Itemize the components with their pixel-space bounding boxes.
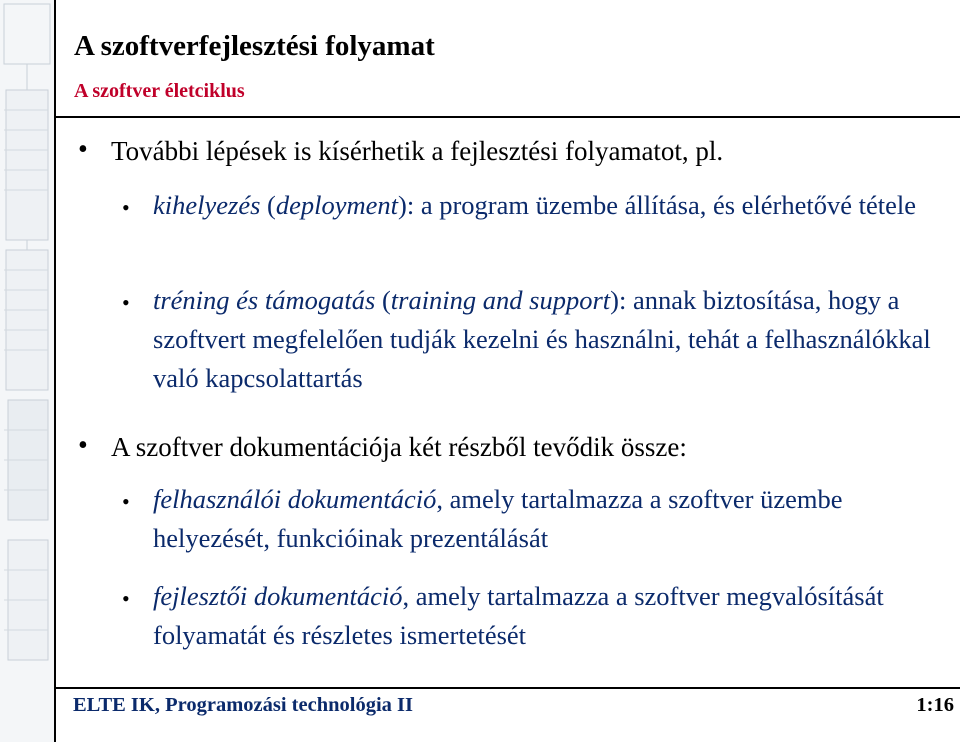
term-italic: tréning és támogatás xyxy=(153,285,376,315)
slide-title: A szoftverfejlesztési folyamat xyxy=(74,30,435,62)
sub-bullet-icon: • xyxy=(122,489,130,514)
page-number: 1:16 xyxy=(916,694,954,716)
text-span: ( xyxy=(375,285,391,315)
faded-diagram-decoration xyxy=(0,0,54,742)
sub-bullet-icon: • xyxy=(122,290,130,315)
sub-bullet-text xyxy=(153,480,943,558)
header-divider xyxy=(56,116,960,118)
text-span: , amely tartalmazza a szoftver megvalósítását folyamatát és részletes ismertetését xyxy=(153,581,884,650)
text-span: ): a program üzembe állítása, és elérhetővé tétele xyxy=(398,190,916,220)
bullet-text: A szoftver dokumentációja két részből tevődik össze: xyxy=(111,432,687,462)
footer-divider xyxy=(56,687,960,689)
term-italic: fejlesztői dokumentáció xyxy=(153,581,403,611)
text-span: ): annak biztosítása, hogy a szoftvert megfelelően tudják kezelni és használni, tehát a felhasználókkal való kapcsolattartás xyxy=(153,285,931,393)
sidebar-divider xyxy=(54,0,56,742)
slide-subtitle: A szoftver életciklus xyxy=(74,80,245,102)
term-italic: deployment xyxy=(275,190,399,220)
bullet-icon: • xyxy=(78,134,88,165)
bullet-text: További lépések is kísérhetik a fejlesztési folyamatot, pl. xyxy=(111,136,724,166)
sub-bullet-icon: • xyxy=(122,195,130,220)
term-italic: felhasználói dokumentáció xyxy=(153,484,437,514)
footer-course: ELTE IK, Programozási technológia II xyxy=(73,694,413,716)
bullet-icon: • xyxy=(78,430,88,461)
sub-bullet-text xyxy=(153,577,943,655)
sub-bullet-icon: • xyxy=(122,586,130,611)
term-italic: kihelyezés xyxy=(153,190,261,220)
text-span: , amely tartalmazza a szoftver üzembe helyezését, funkcióinak prezentálását xyxy=(153,484,843,553)
term-italic: training and support xyxy=(390,285,611,315)
sidebar-decoration xyxy=(0,0,54,742)
sub-bullet-text xyxy=(153,186,943,225)
sub-bullet-text xyxy=(153,281,943,398)
text-span: ( xyxy=(260,190,276,220)
